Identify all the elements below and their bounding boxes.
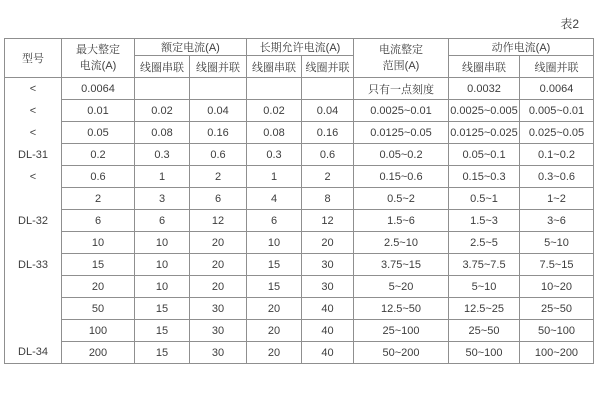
value-cell: 4 [247,188,302,210]
value-cell: 25~50 [449,320,520,342]
value-cell: 100~200 [520,342,594,364]
model-cell [5,276,62,298]
value-cell: 0.0025~0.01 [354,100,449,122]
header-setting-range [354,39,449,78]
value-cell: 50~100 [520,320,594,342]
value-cell: 20 [190,232,247,254]
model-cell: < [5,100,62,122]
value-cell: 10 [247,232,302,254]
model-cell: DL-31 [5,144,62,166]
value-cell: 5~10 [449,276,520,298]
value-cell: 0.0032 [449,78,520,100]
subheader-rated-coil-series: 线圈串联 [135,56,190,78]
model-cell: DL-33 [5,254,62,276]
value-cell: 15 [135,320,190,342]
value-cell: 20 [247,320,302,342]
value-cell: 0.0125~0.05 [354,122,449,144]
value-cell: 6 [247,210,302,232]
value-cell: 30 [190,320,247,342]
model-cell: DL-32 [5,210,62,232]
header-max-setting-current-line2: 电流(A) [79,60,117,72]
value-cell: 200 [62,342,135,364]
value-cell: 10~20 [520,276,594,298]
value-cell: 10 [135,276,190,298]
value-cell: 20 [247,342,302,364]
value-cell: 0.02 [247,100,302,122]
value-cell: 2 [302,166,354,188]
subheader-operating-coil-parallel: 线圈并联 [520,56,594,78]
table-row [5,166,594,188]
table-row [5,254,594,276]
subheader-operating-coil-series: 线圈串联 [449,56,520,78]
value-cell: 0.6 [62,166,135,188]
table-row [5,188,594,210]
value-cell: 40 [302,298,354,320]
value-cell: 20 [302,232,354,254]
relay-spec-table [4,38,594,364]
value-cell: 7.5~15 [520,254,594,276]
header-operating-current: 动作电流(A) [449,39,594,56]
value-cell: 25~100 [354,320,449,342]
value-cell: 0.025~0.05 [520,122,594,144]
value-cell: 0.0125~0.025 [449,122,520,144]
value-cell: 40 [302,342,354,364]
header-max-setting-current-line1: 最大整定 [76,44,120,56]
table-row [5,232,594,254]
value-cell: 1.5~3 [449,210,520,232]
value-cell: 0.0025~0.005 [449,100,520,122]
value-cell: 8 [302,188,354,210]
value-cell: 20 [190,254,247,276]
value-cell: 50~200 [354,342,449,364]
value-cell: 6 [135,210,190,232]
value-cell: 2 [190,166,247,188]
value-cell: 0.1~0.2 [520,144,594,166]
value-cell: 0.6 [190,144,247,166]
subheader-longterm-coil-parallel: 线圈并联 [302,56,354,78]
value-cell: 30 [302,254,354,276]
value-cell: 50~100 [449,342,520,364]
model-cell: DL-34 [5,342,62,364]
value-cell: 10 [135,232,190,254]
value-cell: 0.3 [135,144,190,166]
value-cell: 10 [135,254,190,276]
value-cell: 20 [247,298,302,320]
header-setting-range-line2: 范围(A) [382,60,420,72]
model-cell [5,188,62,210]
value-cell: 0.05~0.1 [449,144,520,166]
value-cell: 0.08 [247,122,302,144]
value-cell: 2 [62,188,135,210]
value-cell [247,78,302,100]
value-cell: 20 [62,276,135,298]
header-long-term-current: 长期允许电流(A) [247,39,354,56]
value-cell: 0.08 [135,122,190,144]
table-row [5,78,594,100]
value-cell: 2.5~10 [354,232,449,254]
value-cell: 0.01 [62,100,135,122]
value-cell: 0.02 [135,100,190,122]
value-cell [135,78,190,100]
table-body [5,78,594,364]
table-row [5,144,594,166]
value-cell: 40 [302,320,354,342]
value-cell: 6 [62,210,135,232]
value-cell: 0.05 [62,122,135,144]
value-cell: 50 [62,298,135,320]
value-cell: 15 [62,254,135,276]
table-row [5,276,594,298]
header-model: 型号 [5,39,62,78]
value-cell: 12 [190,210,247,232]
value-cell: 0.005~0.01 [520,100,594,122]
value-cell: 0.3~0.6 [520,166,594,188]
table-row [5,210,594,232]
value-cell: 12.5~25 [449,298,520,320]
value-cell: 15 [247,276,302,298]
value-cell: 0.15~0.6 [354,166,449,188]
value-cell: 1~2 [520,188,594,210]
value-cell: 20 [190,276,247,298]
table-row [5,320,594,342]
value-cell: 0.2 [62,144,135,166]
value-cell: 0.16 [302,122,354,144]
model-cell: < [5,78,62,100]
table-row [5,100,594,122]
value-cell: 1.5~6 [354,210,449,232]
table-row [5,342,594,364]
value-cell: 25~50 [520,298,594,320]
value-cell: 5~10 [520,232,594,254]
value-cell: 0.0064 [62,78,135,100]
value-cell: 30 [302,276,354,298]
value-cell: 3.75~7.5 [449,254,520,276]
value-cell: 10 [62,232,135,254]
value-cell: 15 [135,298,190,320]
value-cell: 1 [135,166,190,188]
value-cell: 3.75~15 [354,254,449,276]
value-cell: 15 [135,342,190,364]
value-cell: 0.3 [247,144,302,166]
value-cell: 3~6 [520,210,594,232]
value-cell: 0.6 [302,144,354,166]
header-setting-range-line1: 电流整定 [379,44,423,56]
value-cell: 0.15~0.3 [449,166,520,188]
value-cell: 0.5~1 [449,188,520,210]
header-rated-current: 额定电流(A) [135,39,247,56]
value-cell: 3 [135,188,190,210]
value-cell: 0.05~0.2 [354,144,449,166]
table-caption: 表2 [560,17,579,31]
subheader-longterm-coil-series: 线圈串联 [247,56,302,78]
value-cell: 只有一点刻度 [354,78,449,100]
header-max-setting-current [62,39,135,78]
value-cell: 0.04 [190,100,247,122]
value-cell: 0.04 [302,100,354,122]
value-cell: 12 [302,210,354,232]
value-cell: 1 [247,166,302,188]
value-cell: 30 [190,342,247,364]
value-cell: 2.5~5 [449,232,520,254]
value-cell: 6 [190,188,247,210]
model-cell [5,320,62,342]
value-cell: 5~20 [354,276,449,298]
value-cell: 100 [62,320,135,342]
model-cell: < [5,122,62,144]
model-cell [5,298,62,320]
value-cell: 12.5~50 [354,298,449,320]
value-cell: 0.16 [190,122,247,144]
model-cell [5,232,62,254]
model-cell: < [5,166,62,188]
value-cell: 0.5~2 [354,188,449,210]
value-cell [190,78,247,100]
table-row [5,298,594,320]
value-cell: 15 [247,254,302,276]
subheader-rated-coil-parallel: 线圈并联 [190,56,247,78]
value-cell [302,78,354,100]
value-cell: 30 [190,298,247,320]
value-cell: 0.0064 [520,78,594,100]
table-row [5,122,594,144]
